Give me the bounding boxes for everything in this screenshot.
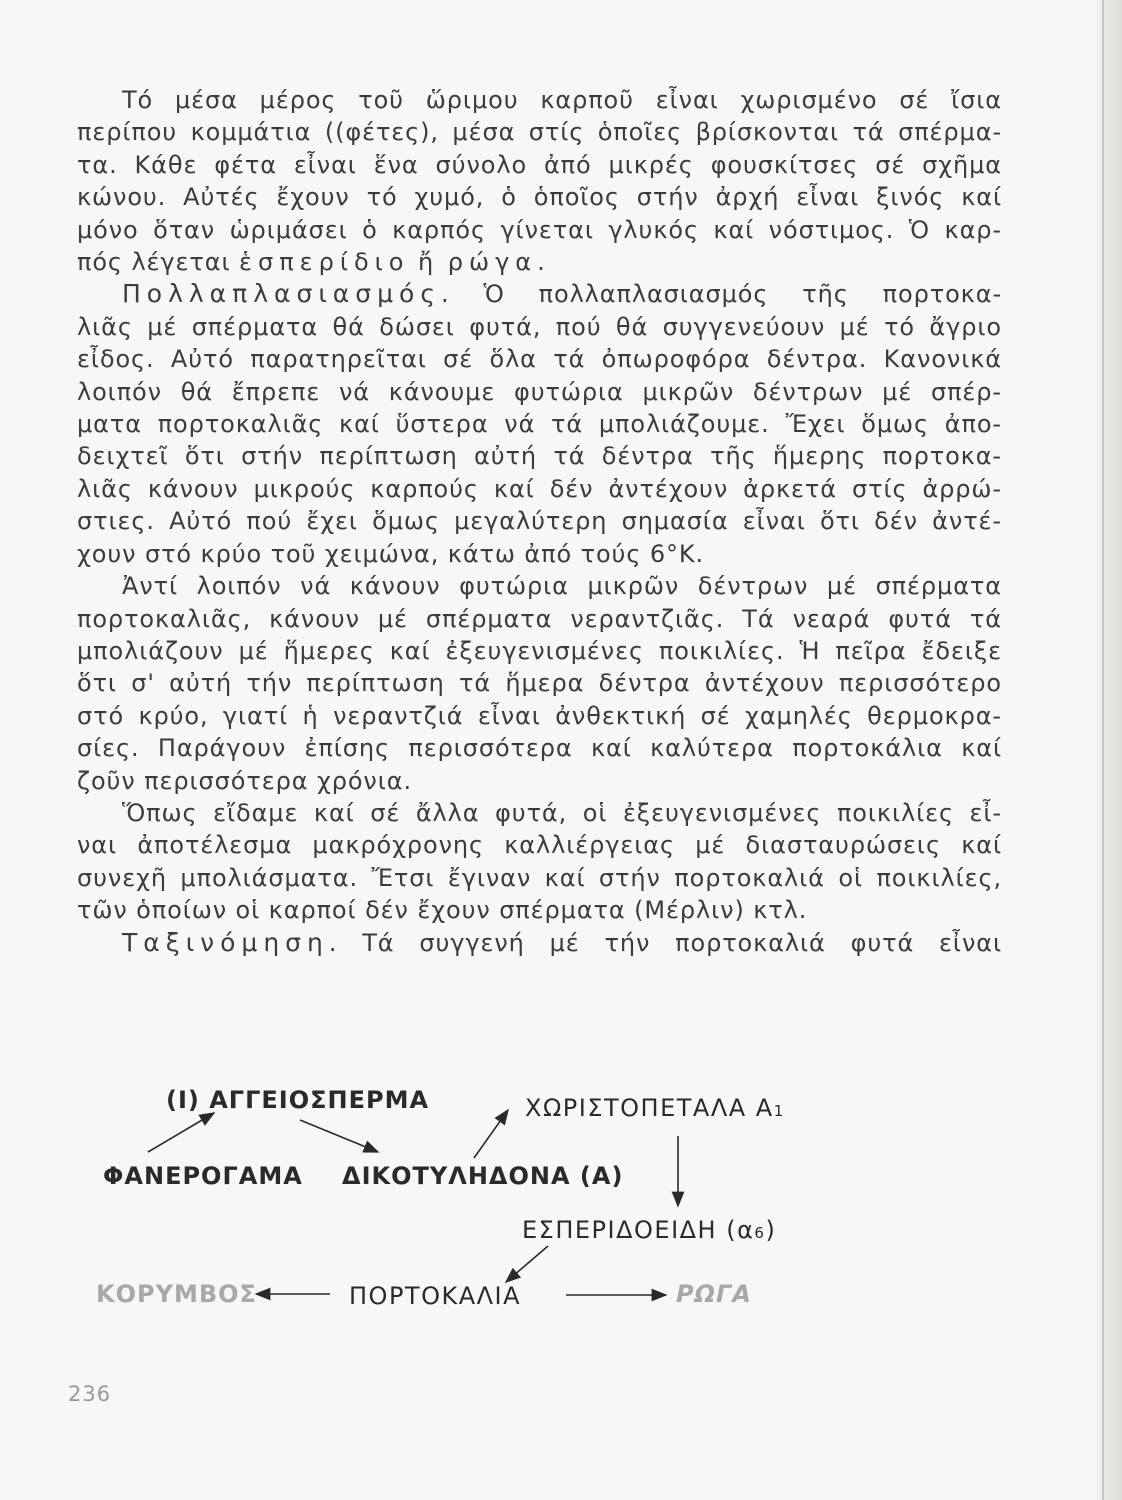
- arrow-esperidoeidi-to-portokalia: [506, 1246, 548, 1282]
- node-fanerogama: ΦΑΝΕΡΟΓΑΜΑ: [103, 1162, 303, 1190]
- node-choristopetala-label: ΧΩΡΙΣΤΟΠΕΤΑΛΑ Α: [525, 1094, 774, 1122]
- text-line: στό κρύο, γιατί ἡ νεραντζιά εἶναι ἀνθεκτική σέ χαμηλές θερμοκρα-: [77, 701, 1002, 730]
- text-line: ζοῦν περισσότερα χρόνια.: [77, 766, 413, 795]
- page-number: 236: [68, 1382, 112, 1406]
- node-roga: ΡΩΓΑ: [676, 1280, 752, 1308]
- text-line: συνεχῆ μπολιάσματα. Ἔτσι ἔγιναν καί στήν πορτοκαλιά οἱ ποικιλίες,: [77, 863, 1002, 892]
- text-line: στιες. Αὐτό πού ἔχει ὅμως μεγαλύτερη σημασία εἶναι ὅτι δέν ἀντέ-: [77, 507, 1002, 536]
- text-line: λοιπόν θά ἔπρεπε νά κάνουμε φυτώρια μικρῶν δέντρων μέ σπέρ-: [77, 377, 1002, 406]
- body-text: [77, 84, 1002, 959]
- node-esperidoeidi-sub: 6: [754, 1224, 766, 1242]
- text-line: ματα πορτοκαλιᾶς καί ὕστερα νά τά μπολιάζουμε. Ἔχει ὅμως ἀπο-: [77, 410, 1002, 439]
- text-fragment: πός λέγεται: [77, 248, 231, 277]
- node-choristopetala-sub: 1: [773, 1102, 785, 1120]
- node-portokalia: ΠΟΡΤΟΚΑΛΙΑ: [349, 1282, 522, 1310]
- arrow-fanerogama-to-angiosperma: [148, 1113, 214, 1152]
- text-fragment: . Τά συγγενή μέ τήν πορτοκαλιά φυτά εἶναι: [328, 928, 1002, 957]
- text-line: περίπου κομμάτια ((φέτες), μέσα στίς ὁποῖες βρίσκονται τά σπέρμα-: [77, 118, 1002, 147]
- text-line: χουν στό κρύο τοῦ χειμώνα, κάτω ἀπό τούς 6°Κ.: [77, 539, 705, 568]
- node-dikotyledona: ΔΙΚΟΤΥΛΗΔΟΝΑ (Α): [342, 1162, 624, 1190]
- text-line: [77, 246, 1002, 278]
- node-korymvos: ΚΟΡΥΜΒΟΣ: [96, 1280, 257, 1308]
- text-fragment: .: [537, 248, 546, 277]
- text-line: τα. Κάθε φέτα εἶναι ἕνα σύνολο ἀπό μικρές φουσκίτσες σέ σχῆμα: [77, 150, 1002, 179]
- text-line: μόνο ὅταν ὡριμάσει ὁ καρπός γίνεται γλυκός καί νόστιμος. Ὁ καρ-: [77, 215, 1002, 244]
- text-line: λιᾶς μέ σπέρματα θά δώσει φυτά, πού θά συγγενεύουν μέ τό ἄγριο: [77, 312, 1002, 341]
- arrow-dikotyledona-to-choristopetala: [474, 1110, 508, 1158]
- text-line: Ἀντί λοιπόν νά κάνουν φυτώρια μικρῶν δέντρων μέ σπέρματα: [122, 572, 1002, 601]
- text-line: Ὅπως εἴδαμε καί σέ ἄλλα φυτά, οἱ ἐξευγενισμένες ποικιλίες εἶ-: [122, 798, 1002, 827]
- node-angiosperma: (Ι) ΑΓΓΕΙΟΣΠΕΡΜΑ: [166, 1086, 430, 1114]
- text-line: ὅτι σ' αὐτή τήν περίπτωση τά ἥμερα δέντρα ἀντέχουν περισσότερο: [77, 669, 1002, 698]
- arrow-angiosperma-to-dikotyledona: [300, 1120, 378, 1152]
- text-line: Τό μέσα μέρος τοῦ ὥριμου καρποῦ εἶναι χωρισμένο σέ ἴσια: [122, 86, 1002, 114]
- heading-taxinomisi: Ταξινόμηση: [122, 927, 329, 957]
- text-line: μπολιάζουν μέ ἥμερες καί ἐξευγενισμένες ποικιλίες. Ἡ πεῖρα ἔδειξε: [77, 636, 1002, 665]
- text-line: [77, 278, 1002, 310]
- text-line: σίες. Παράγουν ἐπίσης περισσότερα καί καλύτερα πορτοκάλια καί: [77, 734, 1002, 763]
- text-line: εἶδος. Αὐτό παρατηρεῖται σέ ὅλα τά ὀπωροφόρα δέντρα. Κανονικά: [77, 345, 1002, 374]
- text-line: κώνου. Αὐτές ἔχουν τό χυμό, ὁ ὁποῖος στήν ἀρχή εἶναι ξινός καί: [77, 183, 1002, 212]
- term-esperidio: ἑσπερίδιο: [239, 248, 410, 277]
- text-line: ναι ἀποτέλεσμα μακρόχρονης καλλιέργειας μέ διασταυρώσεις καί: [77, 831, 1002, 860]
- text-line: [77, 927, 1002, 959]
- text-fragment: . Ὁ πολλαπλασιασμός τῆς πορτοκα-: [441, 280, 1002, 309]
- classification-diagram: [0, 1060, 1122, 1330]
- text-line: πορτοκαλιᾶς, κάνουν μέ σπέρματα νεραντζιᾶς. Τά νεαρά φυτά τά: [77, 604, 1002, 633]
- text-line: τῶν ὁποίων οἱ καρποί δέν ἔχουν σπέρματα (Μέρλιν) κτλ.: [77, 896, 808, 925]
- node-choristopetala: [525, 1094, 785, 1122]
- node-esperidoeidi-label: ΕΣΠΕΡΙΔΟΕΙΔΗ (α: [522, 1216, 755, 1244]
- conjunction: ἤ: [418, 248, 440, 277]
- term-roga: ρώγα: [447, 248, 538, 277]
- node-esperidoeidi-close: ): [765, 1216, 777, 1244]
- text-line: δειχτεῖ ὅτι στήν περίπτωση αὐτή τά δέντρα τῆς ἥμερης πορτοκα-: [77, 442, 1002, 471]
- heading-pollaplasiasmos: Πολλαπλασιασμός: [122, 279, 441, 309]
- text-line: λιᾶς κάνουν μικρούς καρπούς καί δέν ἀντέχουν ἀρκετά στίς ἀρρώ-: [77, 474, 1002, 503]
- node-esperidoeidi: [522, 1216, 776, 1244]
